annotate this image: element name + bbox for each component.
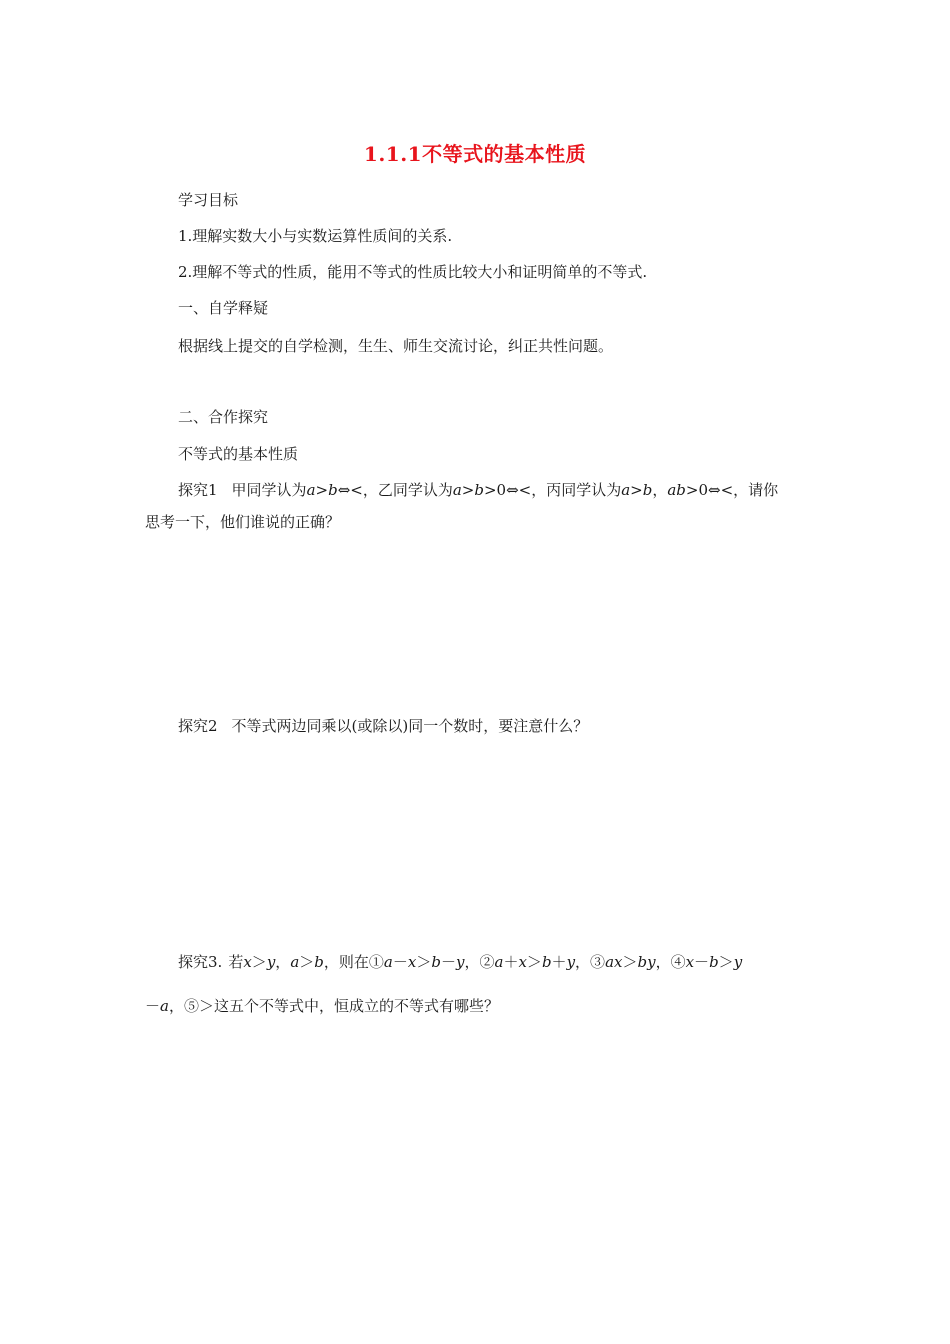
explore-1-text: >0⇔<，丙同学认为 bbox=[483, 481, 622, 499]
explore-3-text: ＋ bbox=[503, 953, 519, 971]
explore-3-line-1 bbox=[178, 952, 742, 972]
explore-1-line-2: 思考一下，他们谁说的正确？ bbox=[145, 513, 341, 531]
section-1-heading: 一、自学释疑 bbox=[178, 299, 269, 317]
math-var: a bbox=[160, 997, 169, 1015]
math-var: b bbox=[314, 953, 324, 971]
objective-item-2: 2.理解不等式的性质，能用不等式的性质比较大小和证明简单的不等式. bbox=[178, 263, 648, 281]
math-var: ax bbox=[605, 953, 623, 971]
explore-3-text: ＞ bbox=[251, 953, 267, 971]
explore-3-text: ， bbox=[275, 953, 291, 971]
math-var: y bbox=[455, 953, 465, 971]
math-var: y bbox=[733, 953, 743, 971]
explore-3-text: － bbox=[694, 953, 710, 971]
explore-1-text: ⇔<，乙同学认为 bbox=[337, 481, 453, 499]
explore-3-text: ＋ bbox=[551, 953, 567, 971]
math-var: a bbox=[290, 953, 300, 971]
math-var: by bbox=[637, 953, 656, 971]
math-var: b bbox=[709, 953, 719, 971]
math-var: b bbox=[541, 953, 552, 971]
explore-3-text: ，⑤＞这五个不等式中，恒成立的不等式有哪些？ bbox=[168, 997, 499, 1015]
explore-3-text: ＞ bbox=[299, 953, 315, 971]
explore-1-text: ， bbox=[652, 481, 668, 499]
math-var: y bbox=[266, 953, 276, 971]
math-var: x bbox=[518, 953, 527, 971]
math-var: x bbox=[407, 953, 417, 971]
math-expr: ab bbox=[667, 481, 686, 499]
section-1-text: 根据线上提交的自学检测，生生、师生交流讨论，纠正共性问题。 bbox=[178, 337, 614, 355]
math-var: x bbox=[243, 953, 252, 971]
explore-3-text: － bbox=[440, 953, 456, 971]
explore-3-text: － bbox=[145, 997, 161, 1015]
explore-3-text: ＞ bbox=[622, 953, 638, 971]
explore-3-text: ＞ bbox=[718, 953, 734, 971]
explore-1-label: 探究1 bbox=[178, 481, 218, 499]
math-var: a bbox=[494, 953, 504, 971]
math-expr: a>b bbox=[452, 481, 484, 499]
explore-1-line-1 bbox=[178, 480, 778, 500]
math-expr: a>b bbox=[306, 481, 338, 499]
explore-2-line bbox=[178, 716, 588, 736]
explore-3-label: 探究3. bbox=[178, 953, 223, 971]
explore-3-text: ，则在① bbox=[323, 953, 384, 971]
explore-3-text: ，② bbox=[464, 953, 495, 971]
math-var: y bbox=[566, 953, 576, 971]
explore-3-text: ，④ bbox=[655, 953, 686, 971]
objective-item-1: 1.理解实数大小与实数运算性质间的关系. bbox=[178, 227, 453, 245]
math-var: x bbox=[685, 953, 695, 971]
explore-3-text: ＞ bbox=[526, 953, 542, 971]
explore-1-text: 甲同学认为 bbox=[231, 481, 307, 499]
objectives-heading: 学习目标 bbox=[178, 191, 239, 209]
explore-3-line-2 bbox=[145, 996, 499, 1016]
math-var: a bbox=[383, 953, 393, 971]
explore-2-label: 探究2 bbox=[178, 717, 218, 735]
section-2-subheading: 不等式的基本性质 bbox=[178, 445, 299, 463]
explore-2-text: 不等式两边同乘以(或除以)同一个数时，要注意什么？ bbox=[231, 717, 589, 735]
explore-3-text: ＞ bbox=[416, 953, 432, 971]
document-title: 1.1.1不等式的基本性质 bbox=[363, 142, 587, 166]
math-var: b bbox=[431, 953, 441, 971]
explore-3-text: － bbox=[392, 953, 408, 971]
math-expr: a>b bbox=[621, 481, 653, 499]
section-2-heading: 二、合作探究 bbox=[178, 408, 269, 426]
explore-3-text: ，③ bbox=[575, 953, 606, 971]
explore-3-text: 若 bbox=[228, 953, 244, 971]
explore-1-text: >0⇔<，请你 bbox=[685, 481, 779, 499]
